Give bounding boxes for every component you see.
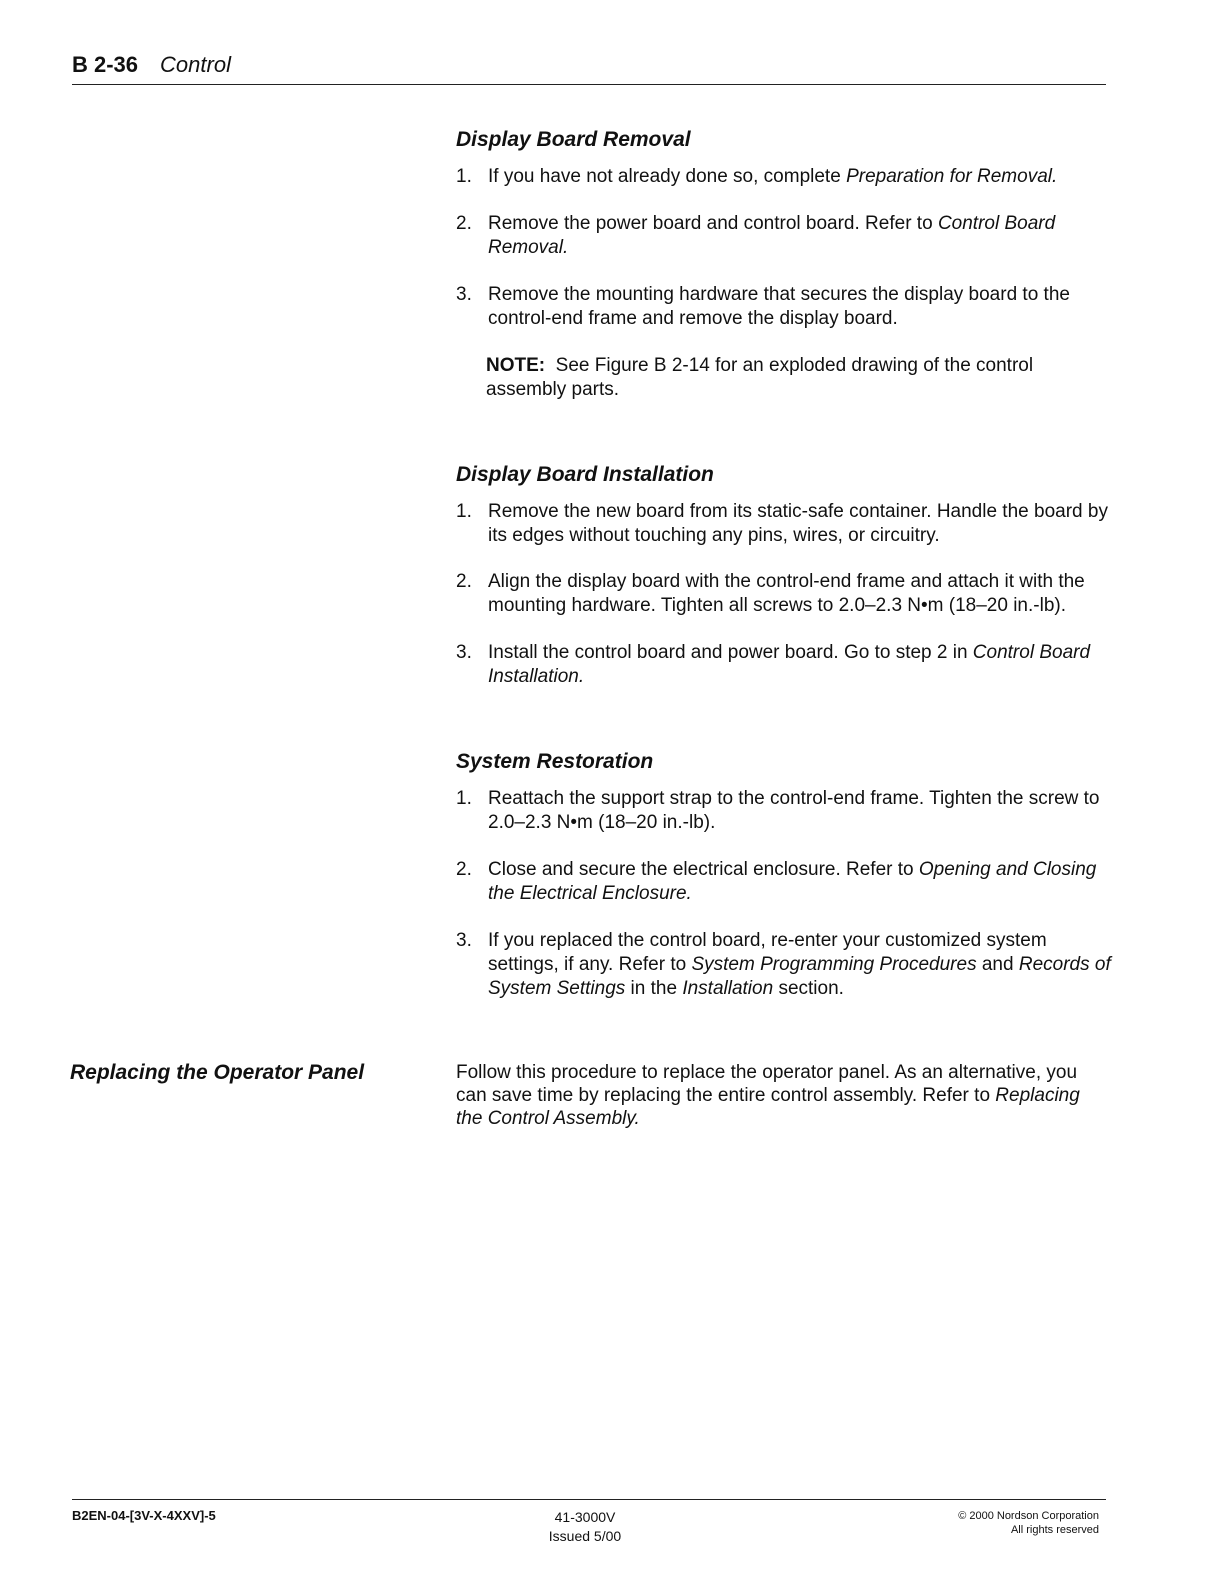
- footer-rule: [72, 1499, 1106, 1500]
- cross-reference: System Programming Procedures: [691, 954, 977, 975]
- chapter-title: Control: [160, 52, 231, 77]
- list-item: 2. Remove the power board and control board. Refer to Control Board Removal.: [456, 213, 1056, 258]
- cross-reference: Opening and Closing the Electrical Enclosure.: [488, 859, 1097, 904]
- section-heading-display-board-installation: Display Board Installation: [456, 463, 714, 486]
- cross-reference: Control Board Installation.: [488, 642, 1091, 687]
- list-item: 1. Remove the new board from its static-safe container. Handle the board by its edges without touching any pins, wires, or circuitry.: [456, 501, 1108, 546]
- header-rule: [72, 84, 1106, 85]
- note-label: NOTE:: [486, 355, 546, 376]
- copyright: © 2000 Nordson Corporation All rights reserved: [958, 1510, 1099, 1536]
- list-item: 3. If you replaced the control board, re-enter your customized system settings, if any. Refer to System Programming Procedures and Records of System Settings in the Installation section.: [456, 930, 1111, 999]
- cross-reference: Control Board Removal.: [488, 213, 1056, 258]
- list-item: 1. Reattach the support strap to the control-end frame. Tighten the screw to 2.0–2.3 N•m (18–20 in.-lb).: [456, 788, 1100, 833]
- list-item: 3. Install the control board and power board. Go to step 2 in Control Board Installation.: [456, 642, 1091, 687]
- page-header: [72, 52, 231, 78]
- cross-reference: Installation: [682, 978, 774, 999]
- list-item: 2. Align the display board with the control-end frame and attach it with the mounting hardware. Tighten all screws to 2.0–2.3 N•m (18–20 in.-lb).: [456, 571, 1085, 616]
- side-heading-replacing-operator-panel: Replacing the Operator Panel: [70, 1061, 365, 1084]
- section-heading-system-restoration: System Restoration: [456, 750, 654, 773]
- manual-number: 41-3000V Issued 5/00: [548, 1509, 622, 1544]
- page-number: B 2-36: [72, 52, 139, 77]
- operator-panel-paragraph: Follow this procedure to replace the operator panel. As an alternative, you can save time by replacing the entire control assembly. Refer to Replacing the Control Assembly.: [456, 1062, 1080, 1129]
- list-item: 2. Close and secure the electrical enclosure. Refer to Opening and Closing the Electrical Enclosure.: [456, 859, 1097, 904]
- cross-reference: Preparation for Removal.: [846, 166, 1058, 187]
- note: NOTE: See Figure B 2-14 for an exploded drawing of the control assembly parts.: [486, 355, 1034, 400]
- cross-reference: Replacing the Control Assembly.: [456, 1085, 1080, 1129]
- list-item: 1. If you have not already done so, complete Preparation for Removal.: [456, 166, 1058, 187]
- document-code: B2EN-04-[3V-X-4XXV]-5: [72, 1508, 216, 1523]
- section-heading-display-board-removal: Display Board Removal: [456, 128, 691, 151]
- list-item: 3. Remove the mounting hardware that secures the display board to the control-end frame and remove the display board.: [456, 284, 1070, 329]
- cross-reference: Records of System Settings: [488, 954, 1111, 999]
